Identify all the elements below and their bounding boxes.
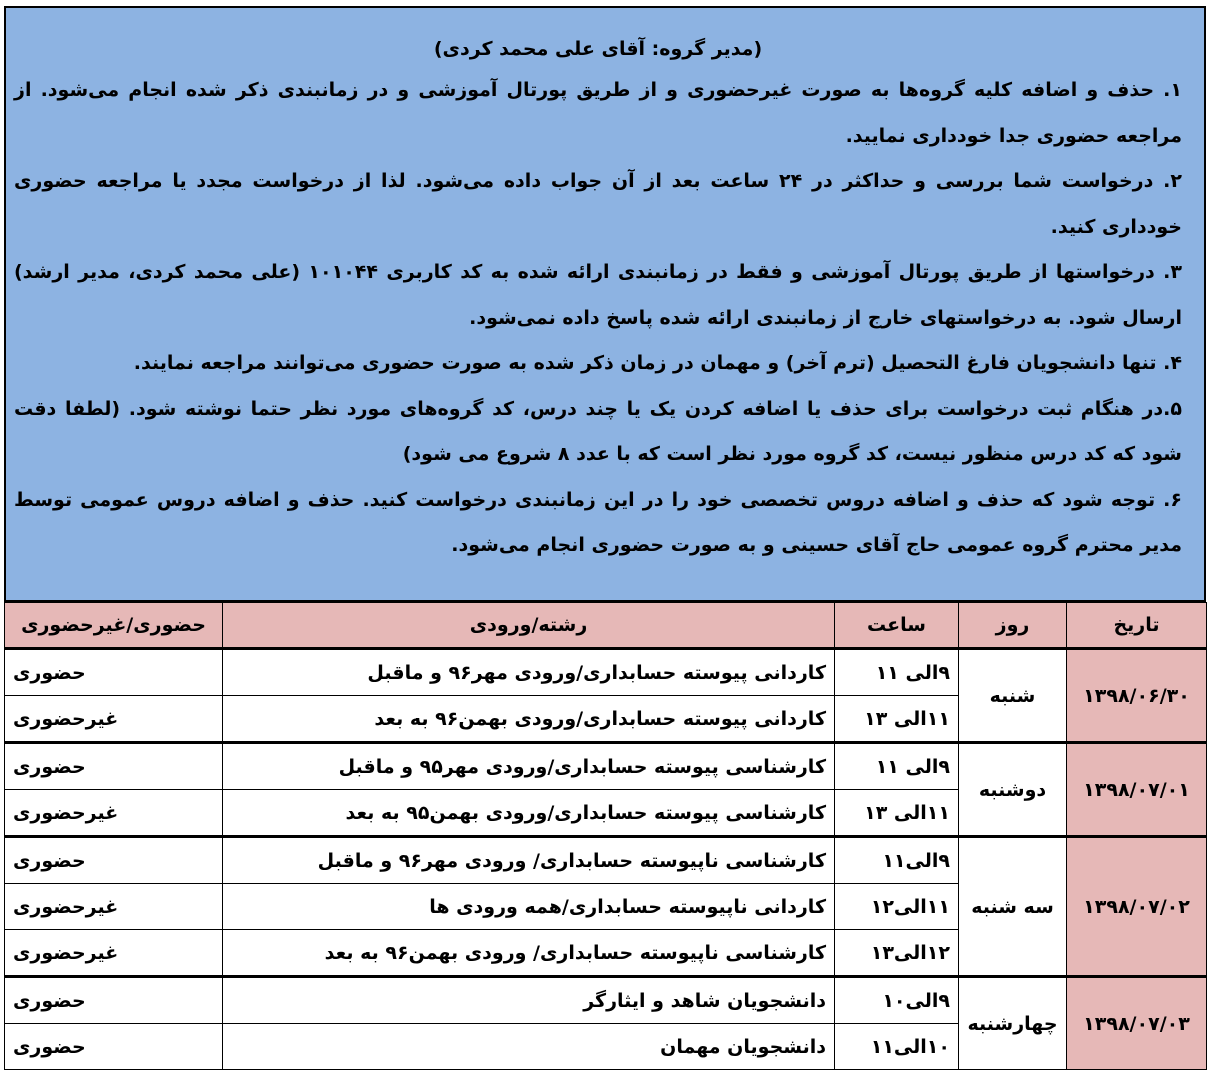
schedule-sheet xyxy=(2,6,1210,1070)
header-day: روز xyxy=(959,603,1067,649)
mode-cell: حضوری xyxy=(5,837,223,884)
mode-cell: حضوری xyxy=(5,743,223,790)
time-cell: ۱۱الی ۱۳ xyxy=(835,696,959,743)
notice-item-4: ۴. تنها دانشجویان فارغ التحصیل (ترم آخر) و مهمان در زمان ذکر شده به صورت حضوری می‌توانند مراجعه نمایند. xyxy=(133,352,1182,374)
date-cell: ۱۳۹۸/۰۷/۰۳ xyxy=(1067,977,1207,1070)
field-cell: کارشناسی ناپیوسته حسابداری/ ورودی مهر۹۶ و ماقبل xyxy=(223,837,835,884)
mode-cell: حضوری xyxy=(5,1024,223,1070)
field-cell: دانشجویان مهمان xyxy=(223,1024,835,1070)
field-cell: کاردانی پیوسته حسابداری/ورودی مهر۹۶ و ماقبل xyxy=(223,649,835,696)
mode-cell: حضوری xyxy=(5,649,223,696)
header-date: تاریخ xyxy=(1067,603,1207,649)
table-row xyxy=(5,743,1207,790)
day-cell: شنبه xyxy=(959,649,1067,743)
date-cell: ۱۳۹۸/۰۷/۰۲ xyxy=(1067,837,1207,977)
header-mode: حضوری/غیرحضوری xyxy=(5,603,223,649)
day-cell: دوشنبه xyxy=(959,743,1067,837)
notice-item-5: ۵.در هنگام ثبت درخواست برای حذف یا اضافه کردن یک یا چند درس، کد گروه‌های مورد نظر حتما نوشته شود. (لطفا دقت شود که کد درس منظور نیست، کد گروه مورد نظر است که با عدد ۸ شروع می شود) xyxy=(14,397,1182,465)
date-cell: ۱۳۹۸/۰۷/۰۱ xyxy=(1067,743,1207,837)
table-row xyxy=(5,649,1207,696)
notice-title: (مدیر گروه: آقای علی محمد کردی) xyxy=(433,38,763,60)
mode-cell: غیرحضوری xyxy=(5,884,223,930)
time-cell: ۱۱الی ۱۳ xyxy=(835,790,959,837)
mode-cell: غیرحضوری xyxy=(5,790,223,837)
table-row xyxy=(5,837,1207,884)
header-time: ساعت xyxy=(835,603,959,649)
field-cell: کارشناسی پیوسته حسابداری/ورودی بهمن۹۵ به بعد xyxy=(223,790,835,837)
mode-cell: غیرحضوری xyxy=(5,930,223,977)
time-cell: ۹الی۱۰ xyxy=(835,977,959,1024)
date-cell: ۱۳۹۸/۰۶/۳۰ xyxy=(1067,649,1207,743)
field-cell: کارشناسی ناپیوسته حسابداری/ ورودی بهمن۹۶ به بعد xyxy=(223,930,835,977)
field-cell: دانشجویان شاهد و ایثارگر xyxy=(223,977,835,1024)
day-cell: چهارشنبه xyxy=(959,977,1067,1070)
day-cell: سه شنبه xyxy=(959,837,1067,977)
notice-box xyxy=(4,6,1206,602)
time-cell: ۱۱الی۱۲ xyxy=(835,884,959,930)
time-cell: ۱۲الی۱۳ xyxy=(835,930,959,977)
field-cell: کاردانی پیوسته حسابداری/ورودی بهمن۹۶ به بعد xyxy=(223,696,835,743)
notice-item-6: ۶. توجه شود که حذف و اضافه دروس تخصصی خود را در این زمانبندی درخواست کنید. حذف و اضافه دروس عمومی توسط مدیر محترم گروه عمومی حاج آقای حسینی و به صورت حضوری انجام می‌شود. xyxy=(14,488,1182,556)
notice-item-3: ۳. درخواستها از طریق پورتال آموزشی و فقط در زمانبندی ارائه شده به کد کاربری ۱۰۱۰۴۴ (علی محمد کردی، مدیر ارشد) ارسال شود. به درخواستهای خارج از زمانبندی ارائه شده پاسخ داده نمی‌شود. xyxy=(14,261,1182,329)
time-cell: ۹الی ۱۱ xyxy=(835,743,959,790)
table-header-row xyxy=(5,603,1207,649)
notice-item-2: ۲. درخواست شما بررسی و حداکثر در ۲۴ ساعت بعد از آن جواب داده می‌شود. لذا از درخواست مجدد یا مراجعه حضوری خودداری کنید. xyxy=(14,170,1182,238)
schedule-table xyxy=(4,602,1207,1070)
field-cell: کاردانی ناپیوسته حسابداری/همه ورودی ها xyxy=(223,884,835,930)
time-cell: ۱۰الی۱۱ xyxy=(835,1024,959,1070)
table-row xyxy=(5,977,1207,1024)
time-cell: ۹الی ۱۱ xyxy=(835,649,959,696)
header-field: رشته/ورودی xyxy=(223,603,835,649)
field-cell: کارشناسی پیوسته حسابداری/ورودی مهر۹۵ و ماقبل xyxy=(223,743,835,790)
mode-cell: غیرحضوری xyxy=(5,696,223,743)
time-cell: ۹الی۱۱ xyxy=(835,837,959,884)
mode-cell: حضوری xyxy=(5,977,223,1024)
notice-item-1: ۱. حذف و اضافه کلیه گروه‌ها به صورت غیرحضوری و از طریق پورتال آموزشی و در زمانبندی ذکر شده انجام می‌شود. از مراجعه حضوری جدا خودداری نمایید. xyxy=(14,79,1182,147)
